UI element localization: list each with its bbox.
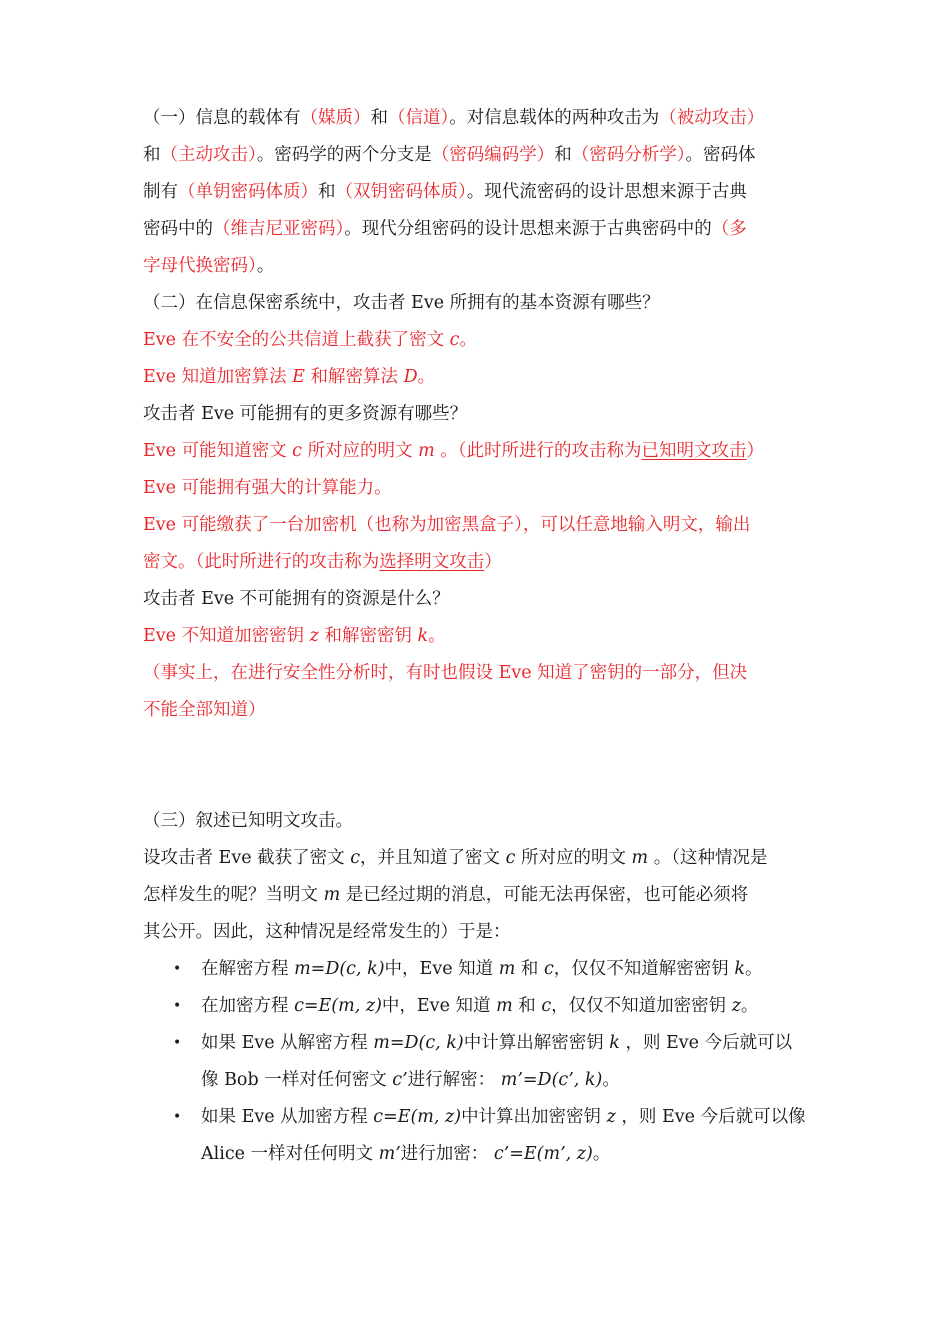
- text: 。: [428, 626, 446, 646]
- text: 。: [592, 1144, 611, 1164]
- text: 。（此时所进行的攻击称为: [434, 441, 642, 461]
- math-var: m: [631, 848, 649, 868]
- math-var: z: [309, 626, 319, 646]
- math-expr: c=E(m, z): [294, 996, 382, 1016]
- text: Eve 不知道加密密钥: [143, 626, 310, 646]
- list-item: [173, 1099, 810, 1173]
- math-var: z: [606, 1107, 616, 1127]
- text: 进行加密：: [400, 1144, 494, 1164]
- text-line: [173, 1099, 810, 1136]
- text: 。: [459, 330, 477, 350]
- text-line: [143, 840, 810, 877]
- answer-line: Eve 可能拥有强大的计算能力。: [143, 478, 392, 498]
- text: 。（这种情况是: [648, 848, 768, 868]
- text: 密文。（此时所进行的攻击称为: [143, 552, 380, 572]
- text: 。: [602, 1070, 620, 1090]
- answer-line: [143, 618, 810, 655]
- answer-line: [143, 359, 810, 396]
- underlined-term: 选择明文攻击: [379, 552, 485, 572]
- text-line: 其公开。因此，这种情况是经常发生的）于是：: [143, 922, 511, 942]
- question-line: （二）在信息保密系统中，攻击者 Eve 所拥有的基本资源有哪些？: [143, 293, 660, 313]
- answer-line: [143, 322, 810, 359]
- text: 中计算出解密密钥: [463, 1033, 610, 1053]
- underlined-term: 已知明文攻击: [641, 441, 747, 461]
- answer-line: （事实上，在进行安全性分析时，有时也假设 Eve 知道了密钥的一部分，但决: [143, 663, 748, 683]
- text: ，仅仅不知道解密密钥: [553, 959, 735, 979]
- math-var: c: [505, 848, 516, 868]
- text: 密码中的: [143, 219, 213, 239]
- text: ，则 Eve 今后就可以像: [615, 1107, 806, 1127]
- text: （一）信息的载体有: [143, 108, 301, 128]
- text-line: [143, 174, 810, 211]
- text: 。密码体: [685, 145, 756, 165]
- section-3: [143, 803, 810, 1173]
- text: 设攻击者 Eve 截获了密文: [143, 848, 351, 868]
- text: 进行解密：: [407, 1070, 501, 1090]
- answer-text: 字母代换密码）: [143, 256, 257, 276]
- math-var: m: [498, 959, 516, 979]
- math-expr: c=E(m, z): [373, 1107, 462, 1127]
- text: 。现代流密码的设计思想来源于古典: [466, 182, 747, 202]
- math-var: z: [731, 996, 741, 1016]
- answer-text: （密码编码学）: [431, 145, 555, 165]
- text: 所对应的明文: [301, 441, 419, 461]
- text: 如果 Eve 从解密方程: [201, 1033, 374, 1053]
- text: 。现代分组密码的设计思想来源于古典密码中的: [344, 219, 712, 239]
- text: 是已经过期的消息，可能无法再保密，也可能必须将: [340, 885, 749, 905]
- math-var: m: [323, 885, 341, 905]
- math-var: E: [292, 367, 305, 387]
- math-expr: m=D(c, k): [294, 959, 385, 979]
- text-line: [201, 1062, 810, 1099]
- answer-text: （密码分析学）: [571, 145, 686, 165]
- text: ）: [484, 552, 502, 572]
- answer-text: （维吉尼亚密码）: [213, 219, 345, 239]
- math-var: D: [403, 367, 418, 387]
- bullet-icon: •: [173, 1035, 182, 1051]
- text-line: [143, 137, 810, 174]
- answer-text: （双钥密码体质）: [335, 182, 467, 202]
- text-line: [143, 100, 810, 137]
- text: 和: [370, 108, 388, 128]
- bullet-list: [173, 951, 810, 1173]
- text: 和: [512, 996, 542, 1016]
- answer-line: 不能全部知道）: [143, 700, 266, 720]
- list-item: [173, 1025, 810, 1099]
- answer-text: （单钥密码体质）: [178, 182, 318, 202]
- text: 。密码学的两个分支是: [256, 145, 432, 165]
- answer-line: [143, 433, 810, 470]
- text: 和: [143, 145, 161, 165]
- text: 制有: [143, 182, 178, 202]
- text: 和: [554, 145, 572, 165]
- text: 。: [256, 256, 275, 276]
- text: Eve 知道加密算法: [143, 367, 293, 387]
- text-line: [201, 1136, 810, 1173]
- math-expr: m=D(c, k): [373, 1033, 464, 1053]
- text: 中，Eve 知道: [381, 996, 497, 1016]
- text: 像 Bob 一样对任何密文: [201, 1070, 393, 1090]
- answer-text: （被动攻击）: [659, 108, 765, 128]
- text: Eve 可能知道密文: [143, 441, 293, 461]
- section-1-paragraph: [143, 100, 810, 285]
- math-var: m: [496, 996, 513, 1016]
- answer-line: [143, 544, 810, 581]
- math-var: m: [418, 441, 435, 461]
- text-line: [173, 1025, 810, 1062]
- question-line: 攻击者 Eve 可能拥有的更多资源有哪些？: [143, 404, 468, 424]
- spacer: [143, 729, 810, 803]
- text-line: [143, 877, 810, 914]
- math-var: m’: [378, 1144, 401, 1164]
- question-line: 攻击者 Eve 不可能拥有的资源是什么？: [143, 589, 450, 609]
- text-line: [143, 248, 810, 285]
- text: 。: [740, 996, 759, 1016]
- bullet-icon: •: [173, 961, 182, 977]
- answer-line: Eve 可能缴获了一台加密机（也称为加密黑盒子），可以任意地输入明文，输出: [143, 515, 751, 535]
- text: 在解密方程: [201, 959, 295, 979]
- text: 在加密方程: [201, 996, 295, 1016]
- section-title: （三）叙述已知明文攻击。: [143, 811, 353, 831]
- math-expr: m’=D(c’, k): [500, 1070, 603, 1090]
- bullet-icon: •: [173, 1109, 182, 1125]
- text: 。: [744, 959, 763, 979]
- math-expr: c’=E(m’, z): [493, 1144, 593, 1164]
- text: 所对应的明文: [515, 848, 632, 868]
- section-2: [143, 285, 810, 729]
- document-page: [143, 100, 810, 1173]
- text: 怎样发生的呢？当明文: [143, 885, 324, 905]
- math-var: k: [734, 959, 745, 979]
- math-var: c’: [392, 1070, 408, 1090]
- text: ，并且知道了密文: [360, 848, 506, 868]
- math-var: c: [292, 441, 302, 461]
- text: 和解密密钥: [318, 626, 418, 646]
- answer-text: （主动攻击）: [160, 145, 257, 165]
- list-item: [173, 951, 810, 988]
- text: 如果 Eve 从加密方程: [201, 1107, 374, 1127]
- math-var: c: [350, 848, 361, 868]
- answer-text: （信道）: [388, 108, 450, 128]
- math-var: c: [541, 996, 552, 1016]
- text-line: [143, 211, 810, 248]
- text: ，仅仅不知道加密密钥: [551, 996, 732, 1016]
- list-item: [173, 988, 810, 1025]
- text: 。对信息载体的两种攻击为: [449, 108, 660, 128]
- math-var: k: [609, 1033, 620, 1053]
- answer-text: （多: [711, 219, 747, 239]
- math-var: c: [543, 959, 554, 979]
- text: 和: [318, 182, 336, 202]
- math-var: c: [449, 330, 460, 350]
- math-var: k: [417, 626, 429, 646]
- text: 和: [515, 959, 544, 979]
- text: ，则 Eve 今后就可以: [619, 1033, 793, 1053]
- text: Alice 一样对任何明文: [201, 1144, 379, 1164]
- bullet-icon: •: [173, 998, 182, 1014]
- text: Eve 在不安全的公共信道上截获了密文: [143, 330, 450, 350]
- answer-text: （媒质）: [300, 108, 371, 128]
- text: 。: [417, 367, 436, 387]
- text: 和解密算法: [304, 367, 404, 387]
- text: ）: [746, 441, 765, 461]
- text: 中，Eve 知道: [384, 959, 499, 979]
- text: 中计算出加密密钥: [461, 1107, 607, 1127]
